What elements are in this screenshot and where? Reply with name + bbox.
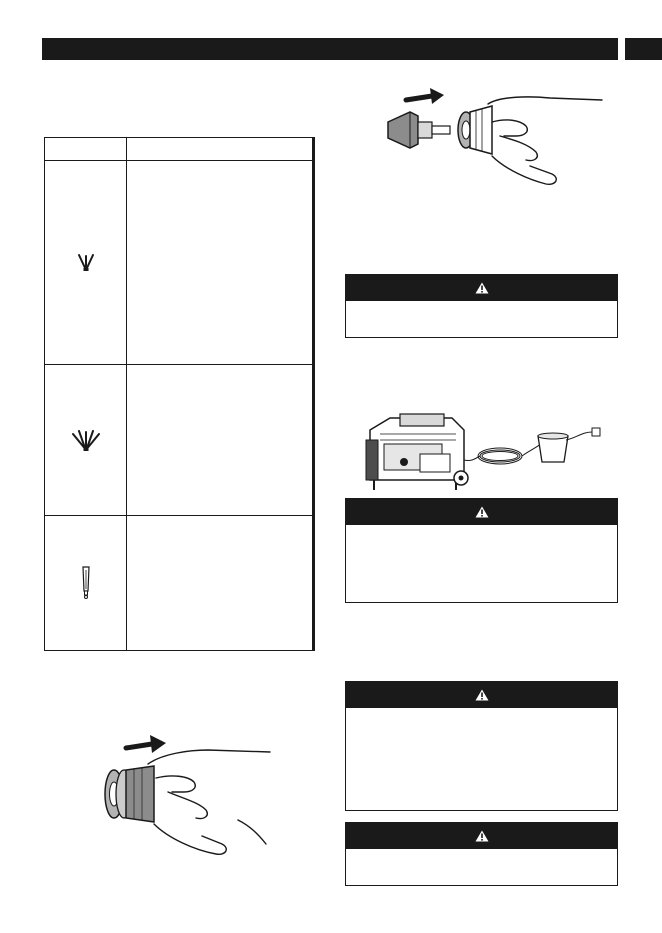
- pressure-washer-illustration: [360, 410, 610, 495]
- warning-triangle-icon: [475, 689, 489, 701]
- warning-box: [345, 498, 618, 603]
- warning-triangle-icon: [475, 830, 489, 842]
- warning-box: [345, 681, 618, 811]
- warning-box: [345, 822, 618, 886]
- nozzle-insertion-illustration: [380, 82, 610, 192]
- soap-nozzle-icon: [45, 516, 126, 649]
- warning-box: [345, 274, 618, 338]
- warning-header: [346, 823, 617, 849]
- coupler-push-illustration: [98, 728, 308, 858]
- pressure-washer-drawing: [360, 410, 610, 495]
- warning-header: [346, 682, 617, 708]
- table-header-row: [45, 138, 312, 161]
- table-row: [45, 365, 312, 516]
- narrow-spray-nozzle-icon: [45, 161, 126, 365]
- nozzle-insertion-drawing: [380, 82, 610, 192]
- table-row: [45, 161, 312, 365]
- warning-triangle-icon: [475, 506, 489, 518]
- wide-spray-nozzle-icon: [45, 365, 126, 516]
- coupler-push-drawing: [98, 728, 308, 858]
- section-header-bar: [42, 38, 618, 60]
- page-number-tab: [625, 38, 662, 60]
- nozzle-table: [44, 137, 315, 651]
- table-row: [45, 516, 312, 649]
- warning-triangle-icon: [475, 282, 489, 294]
- warning-header: [346, 275, 617, 301]
- warning-header: [346, 499, 617, 525]
